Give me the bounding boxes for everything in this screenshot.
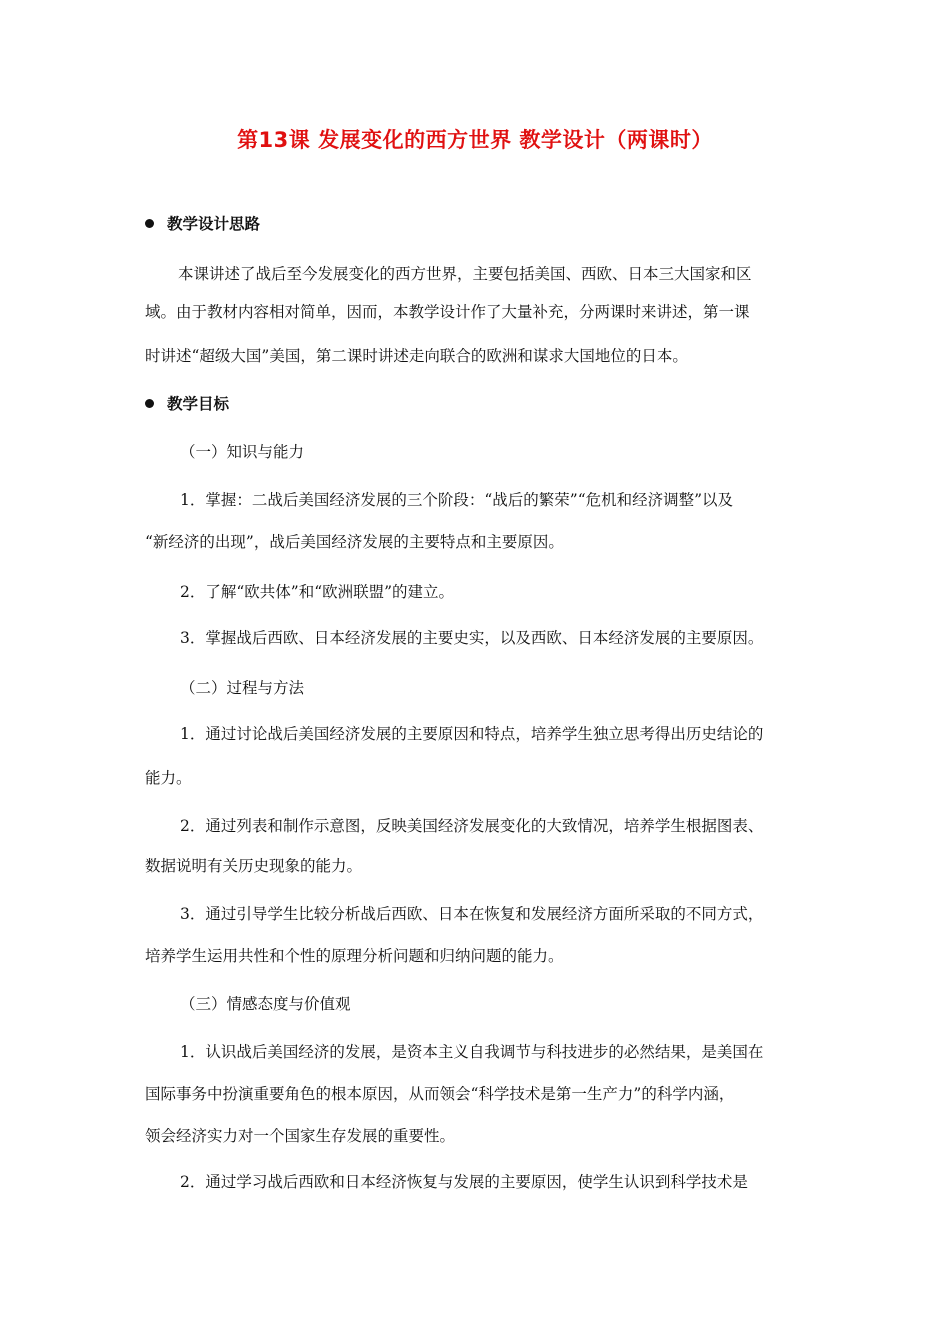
paragraph-line: 时讲述“超级大国”美国，第二课时讲述走向联合的欧洲和谋求大国地位的日本。 (145, 347, 688, 365)
paragraph-line: “新经济的出现”，战后美国经济发展的主要特点和主要原因。 (145, 533, 564, 551)
paragraph-line: 国际事务中扮演重要角色的根本原因，从而领会“科学技术是第一生产力”的科学内涵， (145, 1085, 735, 1103)
bullet-icon (145, 219, 154, 228)
paragraph-line: 2．通过列表和制作示意图，反映美国经济发展变化的大致情况，培养学生根据图表、 (180, 817, 764, 835)
paragraph-line: 1．掌握：二战后美国经济发展的三个阶段：“战后的繁荣”“危机和经济调整”以及 (180, 491, 734, 509)
paragraph-line: 3．掌握战后西欧、日本经济发展的主要史实，以及西欧、日本经济发展的主要原因。 (180, 629, 764, 647)
subsection-label-process: （二）过程与方法 (180, 679, 305, 697)
paragraph-line: 领会经济实力对一个国家生存发展的重要性。 (145, 1127, 456, 1145)
paragraph-line: 1．认识战后美国经济的发展，是资本主义自我调节与科技进步的必然结果，是美国在 (180, 1043, 764, 1061)
paragraph-line: 数据说明有关历史现象的能力。 (145, 857, 363, 875)
paragraph-line: 培养学生运用共性和个性的原理分析问题和归纳问题的能力。 (145, 947, 564, 965)
subsection-label-knowledge: （一）知识与能力 (180, 443, 305, 461)
paragraph-line: 1．通过讨论战后美国经济发展的主要原因和特点，培养学生独立思考得出历史结论的 (180, 725, 764, 743)
section-heading-design-idea: 教学设计思路 (145, 212, 260, 234)
paragraph-line: 2．通过学习战后西欧和日本经济恢复与发展的主要原因，使学生认识到科学技术是 (180, 1173, 748, 1191)
paragraph-line: 本课讲述了战后至今发展变化的西方世界，主要包括美国、西欧、日本三大国家和区 (178, 265, 752, 283)
page-title: 第13课 发展变化的西方世界 教学设计（两课时） (237, 128, 713, 152)
paragraph-line: 3．通过引导学生比较分析战后西欧、日本在恢复和发展经济方面所采取的不同方式， (180, 905, 764, 923)
bullet-icon (145, 399, 154, 408)
subsection-label-emotion: （三）情感态度与价值观 (180, 995, 351, 1013)
paragraph-line: 能力。 (145, 769, 192, 787)
section-heading-objectives: 教学目标 (145, 392, 229, 414)
paragraph-line: 2．了解“欧共体”和“欧洲联盟”的建立。 (180, 583, 455, 601)
paragraph-line: 域。由于教材内容相对简单，因而，本教学设计作了大量补充，分两课时来讲述，第一课 (145, 303, 750, 321)
